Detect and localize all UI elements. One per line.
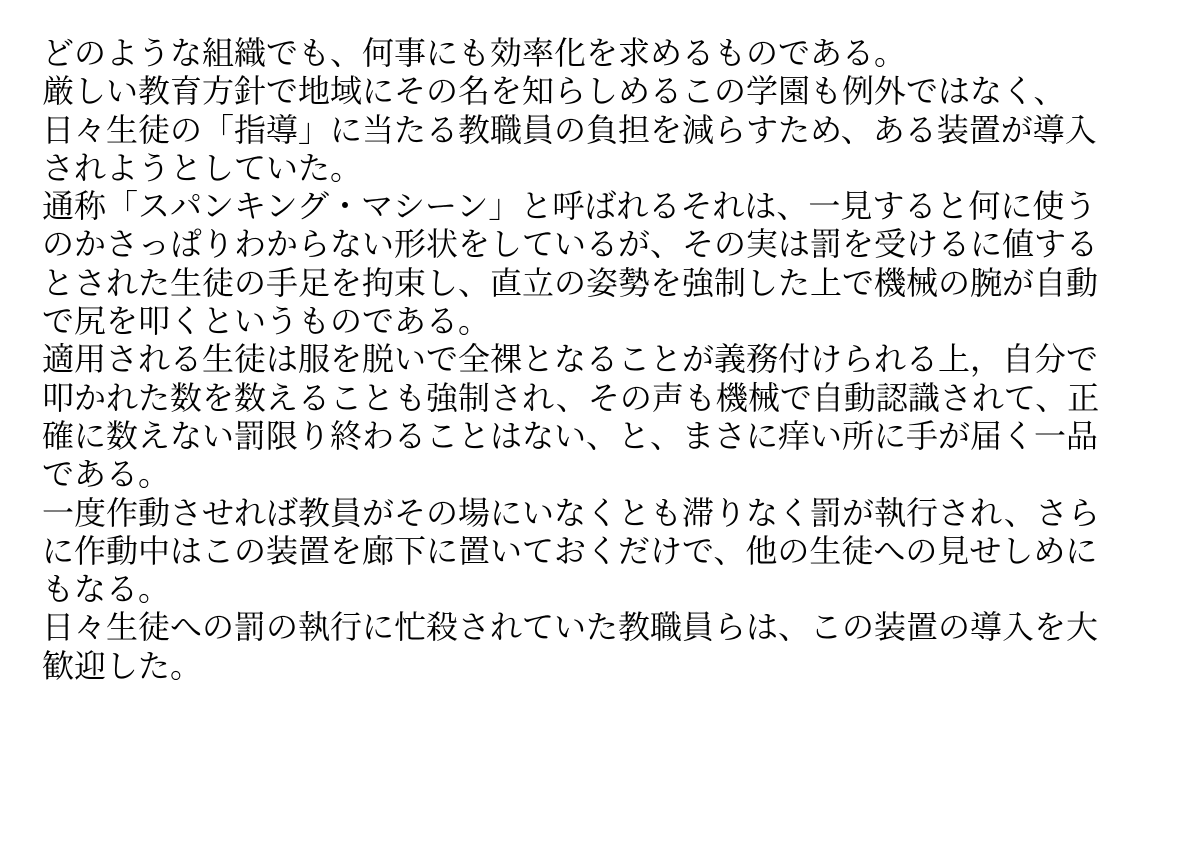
text-line: 確に数えない罰限り終わることはない、と、まさに痒い所に手が届く一品 [42, 417, 1099, 454]
text-line: 叩かれた数を数えることも強制され、その声も機械で自動認識されて、正 [42, 379, 1100, 416]
text-line: どのような組織でも、何事にも効率化を求めるものである。 [42, 35, 907, 71]
text-line: もなる。 [42, 571, 171, 608]
text-block [42, 34, 1172, 685]
text-line: 一度作動させれば教員がその場にいなくとも滞りなく罰が執行され、さら [42, 494, 1100, 531]
text-line: に作動中はこの装置を廊下に置いておくだけで、他の生徒への見せしめに [42, 532, 1098, 569]
text-line: である。 [42, 456, 171, 493]
text-line: 適用される生徒は服を脱いで全裸となることが義務付けられる上，自分で [42, 341, 1099, 378]
text-line: 厳しい教育方針で地域にその名を知らしめるこの学園も例外ではなく、 [42, 73, 1066, 110]
text-line: されようとしていた。 [42, 149, 363, 186]
text-line: 歓迎した。 [42, 647, 203, 684]
text-line: で尻を叩くというものである。 [42, 303, 491, 340]
text-line: 日々生徒の「指導」に当たる教職員の負担を減らすため、ある装置が導入 [42, 111, 1097, 148]
text-line: 日々生徒への罰の執行に忙殺されていた教職員らは、この装置の導入を大 [42, 609, 1099, 646]
text-line: のかさっぱりわからない形状をしているが、その実は罰を受けるに値する [42, 226, 1099, 263]
text-line: とされた生徒の手足を拘束し、直立の姿勢を強制した上で機械の腕が自動 [42, 264, 1099, 301]
text-line: 通称「スパンキング・マシーン」と呼ばれるそれは、一見すると何に使う [42, 188, 1097, 225]
